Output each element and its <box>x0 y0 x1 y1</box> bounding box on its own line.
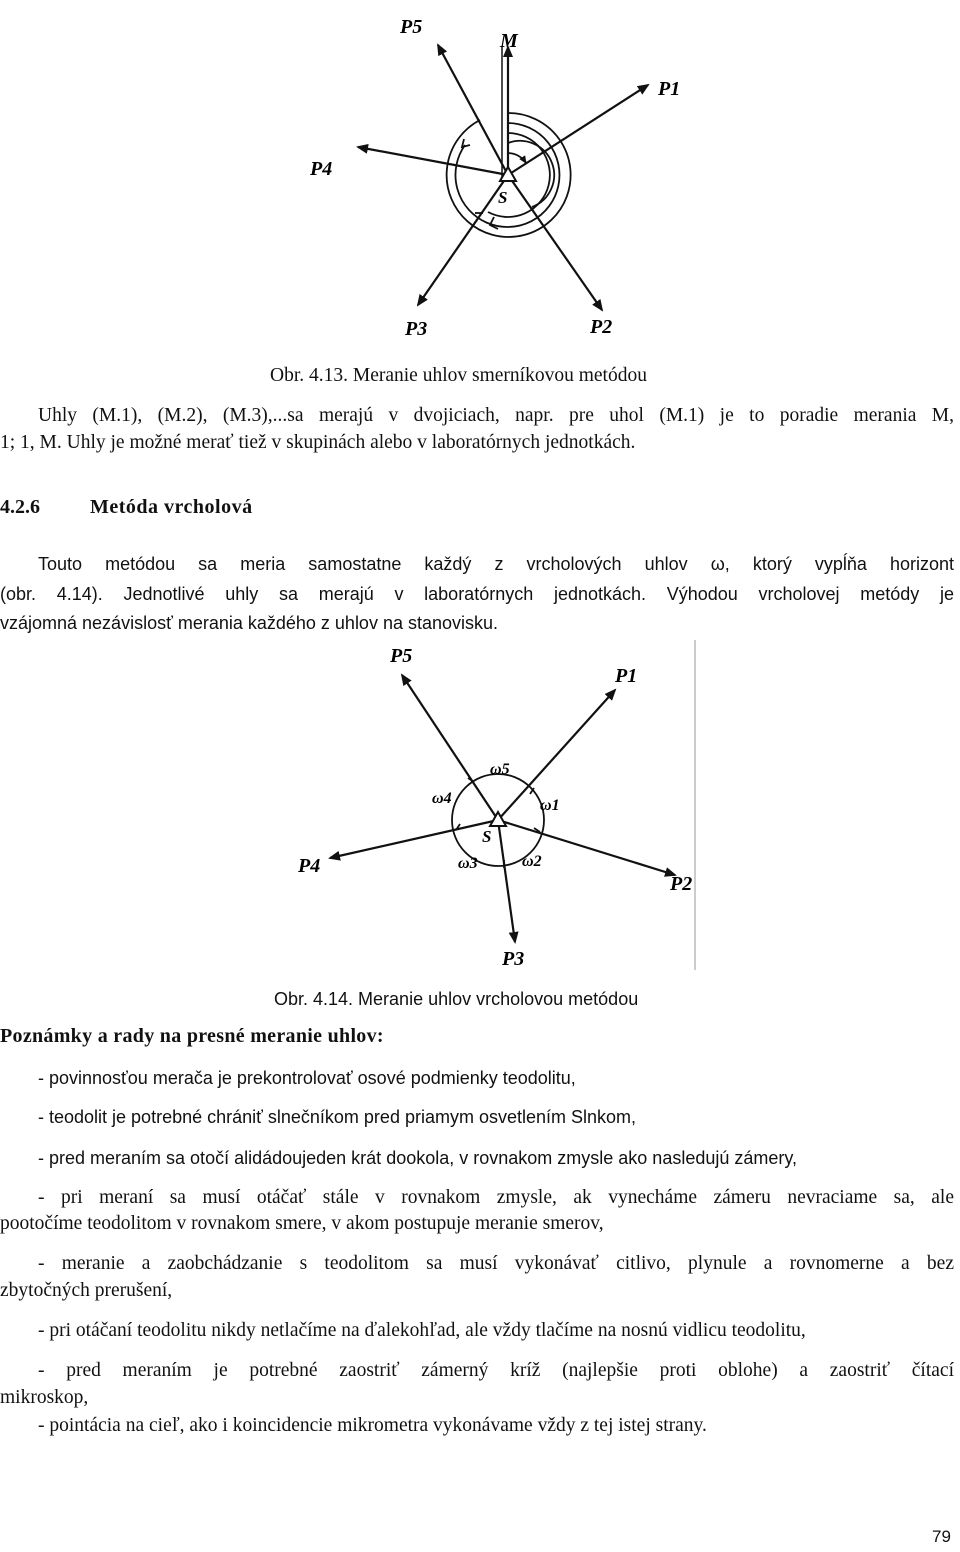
line2-p4 <box>330 820 498 858</box>
paragraph-2-line-3: vzájomná nezávislosť merania každého z uhlov na stanovisku. <box>0 613 499 633</box>
section-number: 4.2.6 <box>0 496 40 518</box>
label-p2: P2 <box>590 316 613 338</box>
label2-p4: P4 <box>298 855 321 877</box>
page-number: 79 <box>932 1527 951 1546</box>
note-item-7-line-2: mikroskop, <box>0 1387 89 1408</box>
section-title: Metóda vrcholová <box>90 496 253 518</box>
note-item-4-line-1: - pri meraní sa musí otáčať stále v rovnakom zmysle, ak vynecháme zámeru nevraciame sa, ale <box>38 1187 954 1208</box>
note-item-6: - pri otáčaní teodolitu nikdy netlačíme na ďalekohľad, ale vždy tlačíme na nosnú vidlicu teodolitu, <box>38 1320 806 1341</box>
note-item-5-line-2: zbytočných prerušení, <box>0 1280 173 1301</box>
line-p1 <box>508 85 648 175</box>
label2-w2: ω2 <box>522 853 542 870</box>
arc-1 <box>508 153 526 163</box>
note-item-5-line-1: - meranie a zaobchádzanie s teodolitom sa musí vykonávať citlivo, plynule a rovnomerne a bez <box>38 1253 954 1274</box>
label-m: M <box>500 30 518 52</box>
line-p4 <box>358 147 508 175</box>
label-p4: P4 <box>310 158 333 180</box>
figure-4-13-caption: Obr. 4.13. Meranie uhlov smerníkovou metódou <box>270 365 647 386</box>
note-item-4-line-2: pootočíme teodolitom v rovnakom smere, v akom postupuje meranie smerov, <box>0 1213 604 1234</box>
label-p3: P3 <box>405 318 428 340</box>
line-p5 <box>438 45 508 175</box>
note-item-8: - pointácia na cieľ, ako i koincidencie mikrometra vykonávame vždy z tej istej strany. <box>38 1415 707 1436</box>
label2-w4: ω4 <box>432 790 452 807</box>
label-p1: P1 <box>658 78 681 100</box>
label-s: S <box>498 188 508 207</box>
label2-w1: ω1 <box>540 797 560 814</box>
note-item-7-line-1: - pred meraním je potrebné zaostriť zámerný kríž (najlepšie proti oblohe) a zaostriť čítací <box>38 1360 954 1381</box>
line2-p3 <box>498 820 515 942</box>
label2-p2: P2 <box>670 873 693 895</box>
label2-p1: P1 <box>615 665 638 687</box>
paragraph-1-line-2: 1; 1, M. Uhly je možné merať tiež v skupinách alebo v laboratórnych jednotkách. <box>0 432 636 453</box>
label2-s: S <box>482 827 492 846</box>
label2-p3: P3 <box>502 948 525 970</box>
notes-heading: Poznámky a rady na presné meranie uhlov: <box>0 1025 384 1047</box>
figure-4-14 <box>290 640 700 975</box>
note-item-3: - pred meraním sa otočí alidádoujeden krát dookola, v rovnakom zmysle ako nasledujú zámery, <box>38 1148 798 1168</box>
label-p5: P5 <box>400 16 423 38</box>
figure-4-13 <box>290 5 710 350</box>
note-item-1: - povinnosťou merača je prekontrolovať osové podmienky teodolitu, <box>38 1068 576 1088</box>
paragraph-2-line-2: (obr. 4.14). Jednotlivé uhly sa merajú v laboratórnych jednotkách. Výhodou vrcholovej metódy je <box>0 584 954 604</box>
label2-w5: ω5 <box>490 761 510 778</box>
paragraph-1-line-1: Uhly (M.1), (M.2), (M.3),...sa merajú v dvojiciach, napr. pre uhol (M.1) je to poradie merania M, <box>38 405 954 426</box>
line-p3 <box>418 175 508 305</box>
figure-4-14-caption: Obr. 4.14. Meranie uhlov vrcholovou metódou <box>274 989 639 1009</box>
label2-w3: ω3 <box>458 855 478 872</box>
paragraph-2-line-1: Touto metódou sa meria samostatne každý z vrcholových uhlov ω, ktorý vypĺňa horizont <box>38 554 954 574</box>
label2-p5: P5 <box>390 645 413 667</box>
note-item-2: - teodolit je potrebné chrániť slnečníkom pred priamym osvetlením Slnkom, <box>38 1107 637 1127</box>
